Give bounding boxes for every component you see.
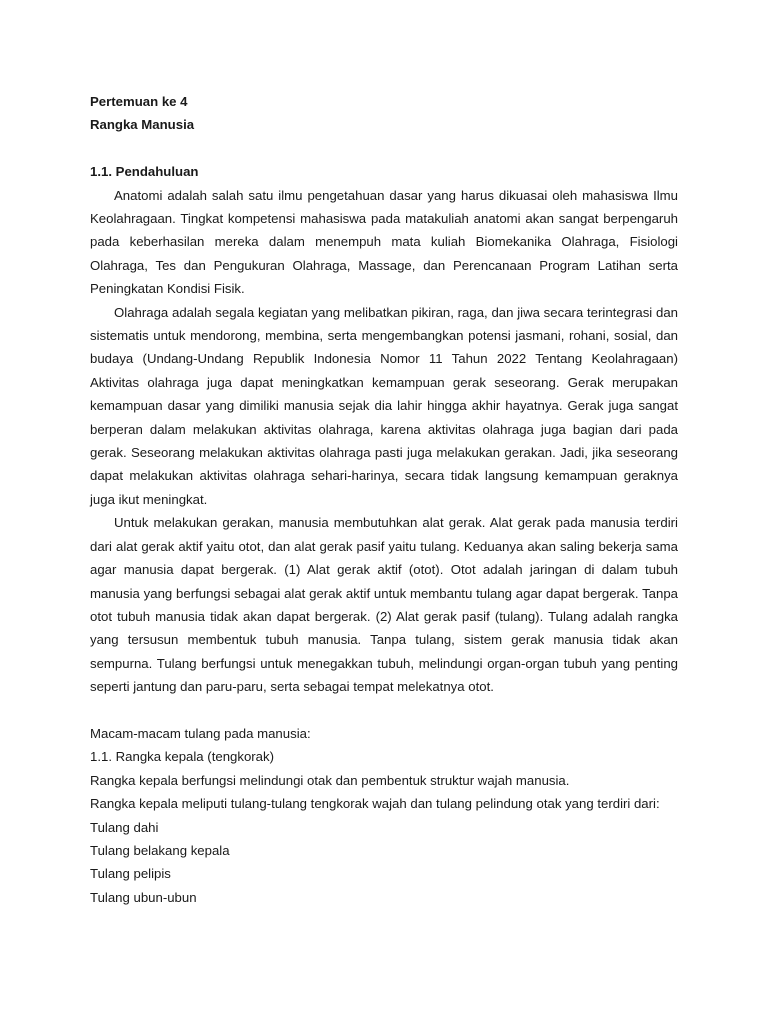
- subsection-heading: 1.1. Rangka kepala (tengkorak): [90, 749, 275, 765]
- bone-list-item: Tulang ubun-ubun: [90, 889, 197, 905]
- paragraph-olahraga: Olahraga adalah segala kegiatan yang melibatkan pikiran, raga, dan jiwa secara terintegrasi dan sistematis untuk mendorong, membina, serta mengembangkan potensi jasmani, rohani, sosial, dan budaya (Undang-Undang Republik Indonesia Nomor 11 Tahun 2022 Tentang Keolahragaan) Aktivitas olahraga juga dapat meningkatkan kemampuan gerak seseorang. Gerak merupakan kemampuan dasar yang dimiliki manusia sejak dia lahir hingga akhir hayatnya. Gerak juga sangat berperan dalam melakukan aktivitas olahraga, karena aktivitas olahraga juga bagian dari pada gerak. Seseorang melakukan aktivitas olahraga pasti juga melakukan gerakan. Jadi, jika seseorang dapat melakukan aktivitas olahraga sehari-harinya, secara tidak langsung kemampuan geraknya juga ikut meningkat.: [90, 304, 678, 507]
- chapter-title: Rangka Manusia: [90, 117, 195, 133]
- list-intro: Macam-macam tulang pada manusia:: [90, 725, 311, 741]
- spacer: [90, 699, 678, 722]
- spacer: [90, 137, 678, 160]
- subsection-line: Rangka kepala meliputi tulang-tulang tengkorak wajah dan tulang pelindung otak yang terdiri dari:: [90, 796, 660, 812]
- bone-list-item: Tulang belakang kepala: [90, 842, 230, 858]
- subsection-line: Rangka kepala berfungsi melindungi otak dan pembentuk struktur wajah manusia.: [90, 772, 570, 788]
- section-heading: 1.1. Pendahuluan: [90, 164, 199, 180]
- paragraph-anatomi: Anatomi adalah salah satu ilmu pengetahuan dasar yang harus dikuasai oleh mahasiswa Ilmu Keolahragaan. Tingkat kompetensi mahasiswa pada matakuliah anatomi akan sangat berpengaruh pada keberhasilan mereka dalam menempuh mata kuliah Biomekanika Olahraga, Fisiologi Olahraga, Tes dan Pengukuran Olahraga, Massage, dan Perencanaan Program Latihan serta Peningkatan Kondisi Fisik.: [90, 187, 678, 297]
- bone-list-item: Tulang pelipis: [90, 866, 171, 882]
- document-page: [90, 90, 678, 909]
- meeting-title: Pertemuan ke 4: [90, 94, 188, 109]
- bone-list-item: Tulang dahi: [90, 819, 159, 835]
- paragraph-alat-gerak: Untuk melakukan gerakan, manusia membutuhkan alat gerak. Alat gerak pada manusia terdiri dari alat gerak aktif yaitu otot, dan alat gerak pasif yaitu tulang. Keduanya akan saling bekerja sama agar manusia dapat bergerak. (1) Alat gerak aktif (otot). Otot adalah jaringan di dalam tubuh manusia yang berfungsi sebagai alat gerak aktif untuk membantu tulang agar dapat bergerak. Tanpa otot tubuh manusia tidak akan dapat bergerak. (2) Alat gerak pasif (tulang). Tulang adalah rangka yang tersusun membentuk tubuh manusia. Tanpa tulang, sistem gerak manusia tidak akan sempurna. Tulang berfungsi untuk menegakkan tubuh, melindungi organ-organ tubuh yang penting seperti jantung dan paru-paru, serta sebagai tempat melekatnya otot.: [90, 515, 678, 695]
